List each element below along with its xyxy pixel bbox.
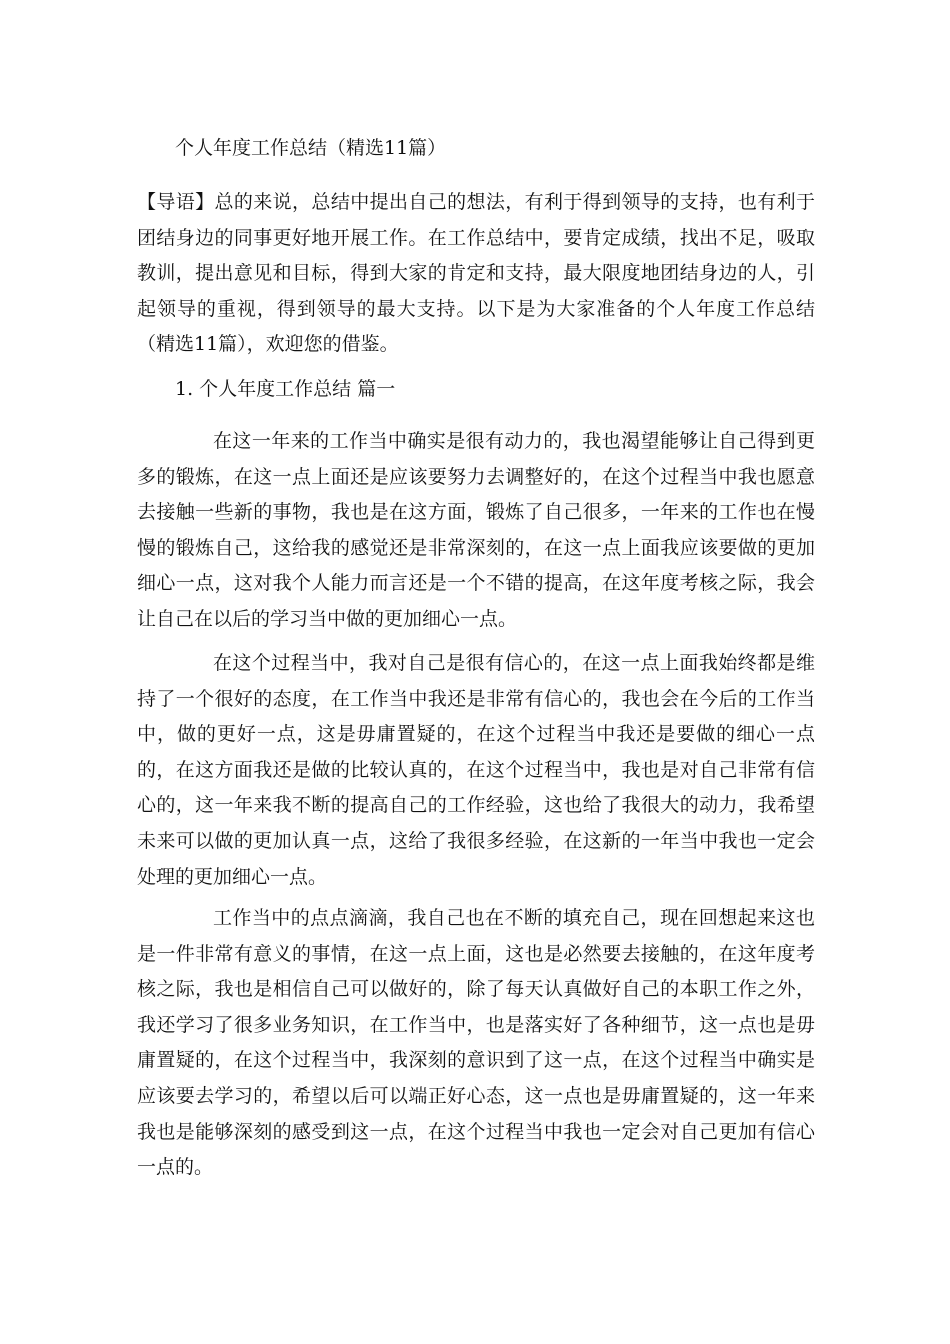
section-heading: 1. 个人年度工作总结 篇一 (175, 378, 396, 400)
body-paragraph-1: 在这一年来的工作当中确实是很有动力的，我也渴望能够让自己得到更多的锻炼，在这一点上面还是应该要努力去调整好的，在这个过程当中我也愿意去接触一些新的事物，我也是在这方面，锻炼了自己很多，一年来的工作也在慢慢的锻炼自己，这给我的感觉还是非常深刻的，在这一点上面我应该要做的更加细心一点，这对我个人能力而言还是一个不错的提高，在这年度考核之际，我会让自己在以后的学习当中做的更加细心一点。 (137, 430, 815, 630)
body-paragraph-2: 在这个过程当中，我对自己是很有信心的，在这一点上面我始终都是维持了一个很好的态度，在工作当中我还是非常有信心的，我也会在今后的工作当中，做的更好一点，这是毋庸置疑的，在这个过程当中我还是要做的细心一点的，在这方面我还是做的比较认真的，在这个过程当中，我也是对自己非常有信心的，这一年来我不断的提高自己的工作经验，这也给了我很大的动力，我希望未来可以做的更加认真一点，这给了我很多经验，在这新的一年当中我也一定会处理的更加细心一点。 (137, 652, 815, 888)
document-title: 个人年度工作总结（精选11篇） (175, 137, 447, 159)
body-paragraph-3: 工作当中的点点滴滴，我自己也在不断的填充自己，现在回想起来这也是一件非常有意义的事情，在这一点上面，这也是必然要去接触的，在这年度考核之际，我也是相信自己可以做好的，除了每天认真做好自己的本职工作之外，我还学习了很多业务知识，在工作当中，也是落实好了各种细节，这一点也是毋庸置疑的，在这个过程当中，我深刻的意识到了这一点，在这个过程当中确实是应该要去学习的，希望以后可以端正好心态，这一点也是毋庸置疑的，这一年来我也是能够深刻的感受到这一点，在这个过程当中我也一定会对自己更加有信心一点的。 (137, 907, 815, 1179)
intro-paragraph: 【导语】总的来说，总结中提出自己的想法，有利于得到领导的支持，也有利于团结身边的同事更好地开展工作。在工作总结中，要肯定成绩，找出不足，吸取教训，提出意见和目标，得到大家的肯定和支持，最大限度地团结身边的人，引起领导的重视，得到领导的最大支持。以下是为大家准备的个人年度工作总结（精选11篇），欢迎您的借鉴。 (137, 191, 815, 356)
